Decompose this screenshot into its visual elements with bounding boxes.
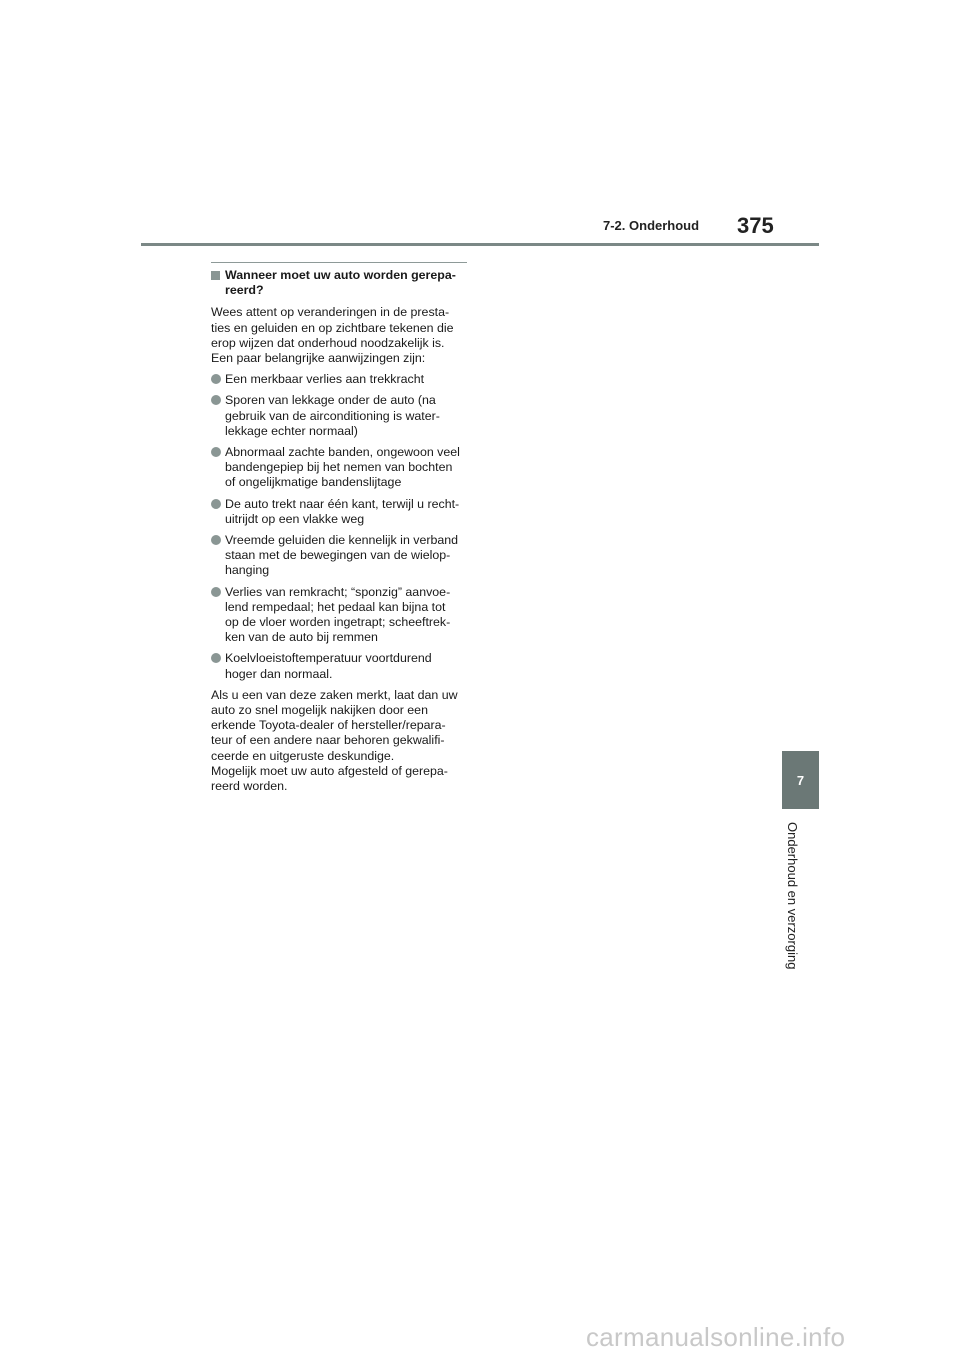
chapter-tab[interactable] bbox=[782, 751, 819, 809]
list-item-text: Vreemde geluiden die kennelijk in verband staan met de bewegingen van de wielop- hanging bbox=[225, 533, 459, 578]
circle-bullet-icon bbox=[211, 535, 221, 545]
section-top-rule bbox=[211, 262, 467, 263]
main-content bbox=[211, 262, 467, 800]
circle-bullet-icon bbox=[211, 447, 221, 457]
list-item-text: Sporen van lekkage onder de auto (na gebruik van de airconditioning is water- lekkage echter normaal) bbox=[225, 393, 440, 438]
circle-bullet-icon bbox=[211, 587, 221, 597]
circle-bullet-icon bbox=[211, 499, 221, 509]
list-item-text: Abnormaal zachte banden, ongewoon veel bandengepiep bij het nemen van bochten of ongelijkmatige bandenslijtage bbox=[225, 445, 460, 490]
section-title: 7-2. Onderhoud bbox=[603, 218, 700, 233]
chapter-number: 7 bbox=[796, 772, 805, 788]
list-item bbox=[211, 651, 467, 681]
list-item bbox=[211, 445, 467, 491]
list-item-text: De auto trekt naar één kant, terwijl u recht- uitrijdt op een vlakke weg bbox=[225, 496, 460, 526]
list-item bbox=[211, 497, 467, 527]
square-bullet-icon bbox=[211, 271, 220, 280]
chapter-label: Onderhoud en verzorging bbox=[785, 822, 800, 970]
intro-paragraph: Wees attent op veranderingen in de presta- ties en geluiden en op zichtbare tekenen die erop wijzen dat onderhoud noodzakelijk is. Een paar belangrijke aanwijzingen zijn: bbox=[211, 305, 454, 366]
bullet-list bbox=[211, 372, 467, 682]
list-item bbox=[211, 585, 467, 646]
closing-paragraph: Als u een van deze zaken merkt, laat dan uw auto zo snel mogelijk nakijken door een erkende Toyota-dealer of hersteller/repara- teur of een andere naar behoren gekwalifi- ceerde en uitgeruste deskundige. Mogelijk moet uw auto afgesteld of gerepa- reerd worden. bbox=[211, 687, 458, 794]
circle-bullet-icon bbox=[211, 395, 221, 405]
list-item-text: Verlies van remkracht; “sponzig” aanvoe- lend rempedaal; het pedaal kan bijna tot op de vloer worden ingetrapt; scheeftrek- ken van de auto bij remmen bbox=[225, 584, 451, 645]
list-item bbox=[211, 372, 467, 387]
circle-bullet-icon bbox=[211, 653, 221, 663]
list-item bbox=[211, 393, 467, 439]
section-heading bbox=[211, 268, 467, 298]
list-item bbox=[211, 533, 467, 579]
circle-bullet-icon bbox=[211, 374, 221, 384]
list-item-text: Een merkbaar verlies aan trekkracht bbox=[225, 372, 425, 387]
page-number: 375 bbox=[737, 213, 774, 238]
heading-text: Wanneer moet uw auto worden gerepa- reerd? bbox=[225, 268, 456, 298]
watermark: carmanualsonline.info bbox=[586, 1322, 846, 1352]
header-rule bbox=[141, 243, 819, 246]
list-item-text: Koelvloeistoftemperatuur voortdurend hoger dan normaal. bbox=[225, 651, 432, 681]
